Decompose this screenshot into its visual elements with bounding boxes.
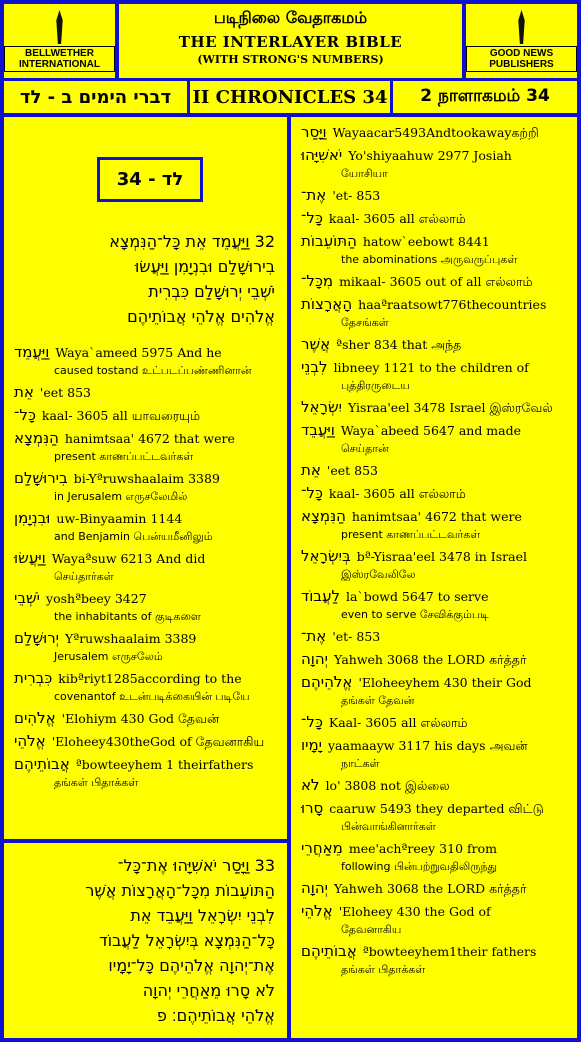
word-entry bbox=[4, 429, 287, 466]
transliteration-strongs: yoshªbeey 3427 bbox=[46, 591, 147, 606]
hebrew-word: אֲשֶׁר bbox=[301, 335, 331, 353]
gloss: செய்தான் bbox=[341, 442, 389, 455]
gloss: யோசியா bbox=[341, 167, 388, 180]
transliteration-strongs: kaal- 3605 all எல்லாம் bbox=[328, 211, 466, 226]
transliteration-strongs: 'et- 853 bbox=[332, 629, 381, 644]
transliteration-strongs: yaamaayw 3117 his days அவன் bbox=[327, 738, 528, 753]
word-entry bbox=[291, 902, 577, 939]
hebrew-word: בִירוּשָׁלִַם bbox=[14, 469, 68, 487]
hebrew-word: אֵת bbox=[301, 461, 321, 479]
english-book-title: II CHRONICLES 34 bbox=[190, 81, 390, 113]
gloss: பின்வாங்கினார்கள் bbox=[341, 820, 436, 833]
word-entry bbox=[291, 421, 577, 458]
hebrew-word: יִשְׂרָאֵל bbox=[301, 398, 343, 416]
transliteration-strongs: 'eet 853 bbox=[326, 463, 378, 478]
transliteration-strongs: Wayaacar5493Andtookawayகற்றி bbox=[332, 125, 539, 140]
tamil-book-title: 2 நாளாகமம் 34 bbox=[393, 81, 577, 113]
word-entry bbox=[291, 146, 577, 183]
word-entry bbox=[291, 839, 577, 876]
verse-33-line: כָּל־הַנִּמְצָא בְּיִשְׂרָאֵל לַעֲבוֹד bbox=[98, 931, 275, 950]
word-entry bbox=[4, 589, 287, 626]
gloss: caused tostand உட்படப்பண்ணினான் bbox=[54, 364, 252, 377]
hebrew-word: אֶת־ bbox=[301, 186, 327, 204]
hebrew-word: הַנִּמְצָא bbox=[14, 429, 59, 447]
hebrew-word: אֲבוֹתֵיהֶם bbox=[14, 755, 70, 773]
word-entry bbox=[291, 673, 577, 710]
word-entry bbox=[4, 669, 287, 706]
transliteration-strongs: hanimtsaa' 4672 that were bbox=[351, 509, 522, 524]
gloss: the abominations அருவருப்புகள் bbox=[341, 253, 518, 266]
hebrew-word: יָמָיו bbox=[301, 736, 322, 754]
left-logo bbox=[4, 4, 115, 78]
hebrew-word: יֹשְׁבֵי bbox=[14, 589, 41, 607]
word-entry bbox=[4, 509, 287, 546]
gloss: செய்தார்கள் bbox=[54, 570, 114, 583]
transliteration-strongs: Yahweh 3068 the LORD கர்த்தர் bbox=[334, 652, 527, 667]
gloss: நாட்கள் bbox=[341, 757, 380, 770]
transliteration-strongs: 'Eloheey430theGod of தேவனாகிய bbox=[51, 734, 265, 749]
transliteration-strongs: bª-Yisraa'eel 3478 in Israel bbox=[356, 549, 527, 564]
hebrew-word: וַיַּעֲמֵד bbox=[14, 343, 50, 361]
transliteration-strongs: hatow`eebowt 8441 bbox=[362, 234, 490, 249]
verse-33-hebrew bbox=[4, 853, 287, 1028]
transliteration-strongs: mikaal- 3605 out of all எல்லாம் bbox=[339, 274, 533, 289]
bellwether-figure-icon bbox=[52, 10, 68, 44]
verse-33-line: לִבְנֵי יִשְׂרָאֵל וַיַּעֲבֵד אֵת bbox=[130, 906, 275, 925]
hebrew-book-title: דברי הימים ב - לד bbox=[4, 81, 187, 113]
title-block bbox=[119, 4, 462, 78]
word-entry bbox=[291, 398, 577, 417]
transliteration-strongs: ªbowteeyhem1their fathers bbox=[362, 944, 537, 959]
transliteration-strongs: 'Eloheeyhem 430 their God bbox=[358, 675, 532, 690]
word-entry bbox=[291, 272, 577, 291]
hebrew-word: וַיָּסַר bbox=[301, 123, 327, 141]
hebrew-word: וּבִנְיָמִן bbox=[14, 509, 51, 527]
publisher-figure-icon bbox=[514, 10, 530, 44]
verse-32-line: אֱלֹהִים אֱלֹהֵי אֲבוֹתֵיהֶם bbox=[127, 307, 275, 326]
word-entry bbox=[4, 469, 287, 506]
transliteration-strongs: haaªraatsowt776thecountries bbox=[358, 297, 547, 312]
word-entry bbox=[4, 343, 287, 380]
transliteration-strongs: 'eet 853 bbox=[39, 385, 91, 400]
gloss: following பின்பற்றுவதிலிருந்து bbox=[341, 860, 498, 873]
hebrew-word: אֲבוֹתֵיהֶם bbox=[301, 942, 357, 960]
gloss: தங்கள் பிதாக்கள் bbox=[341, 963, 426, 976]
hebrew-word: אֱלֹהֵי bbox=[14, 732, 46, 750]
gloss: covenantof உடன்படிக்கையின் படியே bbox=[54, 690, 250, 703]
transliteration-strongs: kaal- 3605 all எல்லாம் bbox=[328, 486, 466, 501]
word-entry bbox=[291, 484, 577, 503]
word-entry bbox=[4, 383, 287, 402]
verse-33-line: אֶת־יְהוָה אֱלֹהֵיהֶם כָּל־יָמָיו bbox=[108, 956, 275, 975]
hebrew-word: בְּיִשְׂרָאֵל bbox=[301, 547, 351, 565]
transliteration-strongs: libneey 1121 to the children of bbox=[333, 360, 529, 375]
verse-32-line: בִירוּשָׁלִַם וּבִנְיָמִן וַיַּעֲשׂוּ bbox=[134, 257, 275, 276]
right-panel-verse-33 bbox=[291, 117, 577, 1038]
word-entry bbox=[291, 547, 577, 584]
gloss: present காணப்பட்டவர்கள் bbox=[54, 450, 194, 463]
word-entry bbox=[291, 799, 577, 836]
word-entry bbox=[4, 709, 287, 728]
hebrew-word: סָרוּ bbox=[301, 799, 324, 817]
word-entry bbox=[291, 461, 577, 480]
subtitle: (WITH STRONG'S NUMBERS) bbox=[197, 53, 384, 66]
word-entry bbox=[291, 295, 577, 332]
hebrew-word: מֵאַחֲרֵי bbox=[301, 839, 343, 857]
word-entry bbox=[291, 209, 577, 228]
transliteration-strongs: Wayaªsuw 6213 And did bbox=[51, 551, 206, 566]
transliteration-strongs: Yahweh 3068 the LORD கர்த்தர் bbox=[334, 881, 527, 896]
hebrew-word: וַיַּעֲבֵד bbox=[301, 421, 335, 439]
word-entry bbox=[291, 232, 577, 269]
word-entry bbox=[4, 755, 287, 792]
transliteration-strongs: caaruw 5493 they departed விட்டு bbox=[329, 801, 544, 816]
transliteration-strongs: Yo'shiyaahuw 2977 Josiah bbox=[348, 148, 512, 163]
hebrew-word: אֱלֹהֵיהֶם bbox=[301, 673, 353, 691]
hebrew-word: לִבְנֵי bbox=[301, 358, 328, 376]
hebrew-word: הַתּוֹעֵבוֹת bbox=[301, 232, 357, 250]
gloss: present காணப்பட்டவர்கள் bbox=[341, 528, 481, 541]
transliteration-strongs: la`bowd 5647 to serve bbox=[346, 589, 489, 604]
hebrew-word: כָּל־ bbox=[301, 713, 323, 731]
gloss: the inhabitants of குடிகளை bbox=[54, 610, 201, 623]
transliteration-strongs: kaal- 3605 all யாவரையும் bbox=[41, 408, 201, 423]
hebrew-word: יְהוָה bbox=[301, 879, 329, 897]
gloss: Jerusalem எருசலேம் bbox=[54, 650, 163, 663]
transliteration-strongs: Yªruwshaalaim 3389 bbox=[65, 631, 197, 646]
hebrew-word: וַיַּעֲשׂוּ bbox=[14, 549, 46, 567]
hebrew-word: יְהוָה bbox=[301, 650, 329, 668]
word-entry bbox=[291, 507, 577, 544]
left-panel-verse-32 bbox=[4, 117, 287, 839]
word-entry bbox=[291, 942, 577, 979]
transliteration-strongs: Waya`abeed 5647 and made bbox=[340, 423, 522, 438]
verse-33-line: 33 וַיָּסַר יֹאשִׁיָּהוּ אֶת־כָּל־ bbox=[117, 856, 275, 875]
transliteration-strongs: lo' 3808 not இல்லை bbox=[325, 778, 450, 793]
verse-33-line: אֱלֹהֵי אֲבוֹתֵיהֶם׃ פ bbox=[156, 1006, 275, 1025]
hebrew-word: אֱלֹהֵי bbox=[301, 902, 333, 920]
verse-33-line: הַתּוֹעֵבוֹת מִכָּל־הָאֲרָצוֹת אֲשֶׁר bbox=[85, 881, 275, 900]
gloss: தங்கள் தேவன் bbox=[341, 694, 415, 707]
word-entry bbox=[4, 406, 287, 425]
verse-32-line: יֹשְׁבֵי יְרוּשָׁלִַם כִּבְרִית bbox=[148, 282, 275, 301]
hebrew-word: יְרוּשָׁלִַם bbox=[14, 629, 60, 647]
gloss: தேவனாகிய bbox=[341, 923, 402, 936]
right-logo-text: GOOD NEWS PUBLISHERS bbox=[466, 46, 577, 72]
transliteration-strongs: ªsher 834 that அந்த bbox=[336, 337, 462, 352]
gloss: தங்கள் பிதாக்கள் bbox=[54, 776, 139, 789]
word-entry bbox=[291, 650, 577, 669]
verse-32-line: 32 וַיַּעֲמֵד אֵת כָּל־הַנִּמְצָא bbox=[109, 232, 275, 251]
hebrew-word: כִּבְרִית bbox=[14, 669, 53, 687]
transliteration-strongs: ªbowteeyhem 1 theirfathers bbox=[75, 757, 254, 772]
word-entry bbox=[4, 732, 287, 751]
transliteration-strongs: 'et- 853 bbox=[332, 188, 381, 203]
hebrew-word: כָּל־ bbox=[14, 406, 36, 424]
left-panel-verse-33 bbox=[4, 843, 287, 1038]
gloss: இஸ்ரவேலிலே bbox=[341, 568, 416, 581]
chapter-number-box: לד - 34 bbox=[97, 157, 203, 202]
title-english: THE INTERLAYER BIBLE bbox=[178, 33, 403, 51]
hebrew-word: לַעֲבוֹד bbox=[301, 587, 341, 605]
word-entry bbox=[291, 627, 577, 646]
gloss: தேசங்கள் bbox=[341, 316, 389, 329]
hebrew-word: אֶת־ bbox=[301, 627, 327, 645]
transliteration-strongs: kibªriyt1285according to the bbox=[58, 671, 242, 686]
hebrew-word: אֱלֹהִים bbox=[14, 709, 56, 727]
word-entry bbox=[291, 879, 577, 898]
transliteration-strongs: mee'achªreey 310 from bbox=[348, 841, 497, 856]
verse-33-line: לֹא סָרוּ מֵאַחֲרֵי יְהוָה bbox=[142, 981, 275, 1000]
transliteration-strongs: hanimtsaa' 4672 that were bbox=[64, 431, 235, 446]
hebrew-word: אֵת bbox=[14, 383, 34, 401]
word-entry bbox=[4, 549, 287, 586]
gloss: and Benjamin பென்யமீனிலும் bbox=[54, 530, 213, 543]
transliteration-strongs: 'Eloheey 430 the God of bbox=[338, 904, 491, 919]
gloss: புத்திரருடைய bbox=[341, 379, 410, 392]
word-entry bbox=[291, 358, 577, 395]
gloss: even to serve சேவிக்கும்படி bbox=[341, 608, 489, 621]
verse-33-word-list bbox=[291, 123, 577, 982]
transliteration-strongs: bi-Yªruwshaalaim 3389 bbox=[73, 471, 220, 486]
verse-32-word-list bbox=[4, 343, 287, 795]
hebrew-word: כָּל־ bbox=[301, 484, 323, 502]
left-logo-text: BELLWETHER INTERNATIONAL bbox=[4, 46, 115, 72]
gloss: in Jerusalem எருசலேமில் bbox=[54, 490, 188, 503]
hebrew-word: הָאֲרָצוֹת bbox=[301, 295, 353, 313]
word-entry bbox=[291, 123, 577, 142]
word-entry bbox=[291, 736, 577, 773]
transliteration-strongs: Yisraa'eel 3478 Israel இஸ்ரவேல் bbox=[348, 400, 553, 415]
transliteration-strongs: Kaal- 3605 all எல்லாம் bbox=[328, 715, 468, 730]
word-entry bbox=[291, 186, 577, 205]
word-entry bbox=[291, 713, 577, 732]
transliteration-strongs: uw-Binyaamin 1144 bbox=[56, 511, 183, 526]
hebrew-word: מִכָּל־ bbox=[301, 272, 334, 290]
hebrew-word: יֹאשִׁיָּהוּ bbox=[301, 146, 343, 164]
word-entry bbox=[4, 629, 287, 666]
title-tamil: படிநிலை வேதாகமம் bbox=[213, 8, 368, 27]
right-logo bbox=[466, 4, 577, 78]
transliteration-strongs: 'Elohiym 430 God தேவன் bbox=[61, 711, 220, 726]
word-entry bbox=[291, 776, 577, 795]
verse-32-hebrew bbox=[4, 229, 287, 329]
hebrew-word: לֹא bbox=[301, 776, 320, 794]
transliteration-strongs: Waya`ameed 5975 And he bbox=[55, 345, 222, 360]
word-entry bbox=[291, 335, 577, 354]
hebrew-word: כָּל־ bbox=[301, 209, 323, 227]
hebrew-word: הַנִּמְצָא bbox=[301, 507, 346, 525]
word-entry bbox=[291, 587, 577, 624]
